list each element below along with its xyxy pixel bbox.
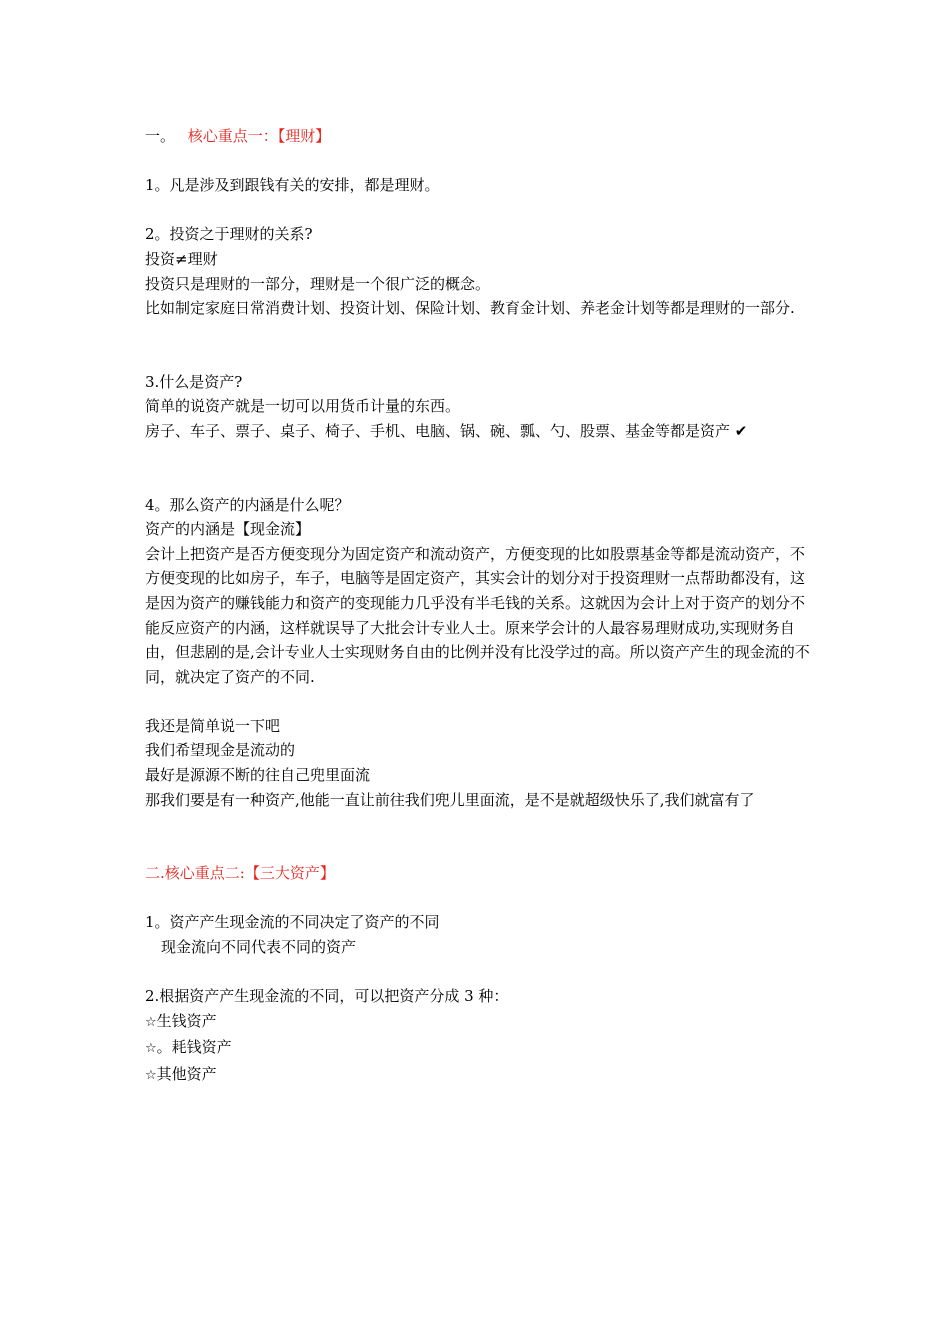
bullet-item-3 bbox=[145, 1062, 815, 1089]
bullet-item-2 bbox=[145, 1035, 815, 1062]
section2-item2-question: 2.根据资产产生现金流的不同，可以把资产分成 3 种： bbox=[145, 987, 509, 1006]
bullet-item-1-text: 生钱资产 bbox=[156, 1011, 217, 1030]
section1-item4-line2: 会计上把资产是否方便变现分为固定资产和流动资产，方便变现的比如股票基金等都是流动资产，不方便变现的比如房子，车子，电脑等是固定资产，其实会计的划分对于投资理财一点帮助都没有，这是因为资产的赚钱能力和资产的变现能力几乎没有半毛钱的关系。这就因为会计上对于资产的划分不能反应资产的内涵，这样就误导了大批会计专业人士。原来学会计的人最容易理财成功,实现财务自由，但悲剧的是,会计专业人士实现财务自由的比例并没有比没学过的高。所以资产产生的现金流的不同，就决定了资产的不同. bbox=[145, 544, 810, 686]
section1-item2-line1: 投资≠理财 bbox=[145, 249, 218, 268]
section1-item2-question: 2。投资之于理财的关系? bbox=[145, 225, 313, 244]
bullet-item-3-text: 其他资产 bbox=[156, 1065, 217, 1083]
section2-item1-line2: 现金流向不同代表不同的资产 bbox=[161, 938, 357, 957]
bullet-item-2-text: 。耗钱资产 bbox=[156, 1038, 232, 1057]
section1-prefix: 一。 bbox=[145, 127, 176, 145]
section2-item1-line1: 1。资产产生现金流的不同决定了资产的不同 bbox=[145, 913, 440, 932]
section1-item3-line2 bbox=[145, 419, 815, 444]
section1-item2-line2: 投资只是理财的一部分，理财是一个很广泛的概念。 bbox=[145, 274, 491, 293]
section1-item3-question: 3.什么是资产? bbox=[145, 372, 243, 391]
section1-title: 核心重点一：【理财】 bbox=[187, 127, 331, 145]
section1-item4-question: 4。那么资产的内涵是什么呢？ bbox=[145, 495, 350, 514]
star-icon: ☆ bbox=[145, 1014, 157, 1030]
bullet-item-1 bbox=[145, 1009, 815, 1036]
summary-line2: 我们希望现金是流动的 bbox=[145, 741, 296, 760]
summary-line4: 那我们要是有一种资产,他能一直让前往我们兜儿里面流，是不是就超级快乐了,我们就富有了 bbox=[145, 790, 755, 809]
section1-item3-line1: 简单的说资产就是一切可以用货币计量的东西。 bbox=[145, 397, 461, 416]
section1-item2-line3: 比如制定家庭日常消费计划、投资计划、保险计划、教育金计划、养老金计划等都是理财的一部分. bbox=[145, 299, 795, 318]
document-page bbox=[145, 124, 815, 1089]
section1-item4-line1: 资产的内涵是【现金流】 bbox=[145, 520, 311, 539]
section1-item3-line2-text: 房子、车子、票子、桌子、椅子、手机、电脑、锅、碗、瓢、勺、股票、基金等都是资产 bbox=[145, 421, 731, 440]
section1-heading bbox=[145, 124, 815, 149]
checkmark-icon: ✔ bbox=[734, 421, 748, 440]
section1-item1: 1。凡是涉及到跟钱有关的安排，都是理财。 bbox=[145, 176, 440, 195]
star-icon: ☆ bbox=[145, 1068, 157, 1083]
star-icon: ☆ bbox=[145, 1041, 157, 1057]
section2-heading: 二.核心重点二:【三大资产】 bbox=[145, 864, 335, 883]
summary-line1: 我还是简单说一下吧 bbox=[145, 716, 281, 735]
summary-line3: 最好是源源不断的往自己兜里面流 bbox=[145, 766, 371, 785]
